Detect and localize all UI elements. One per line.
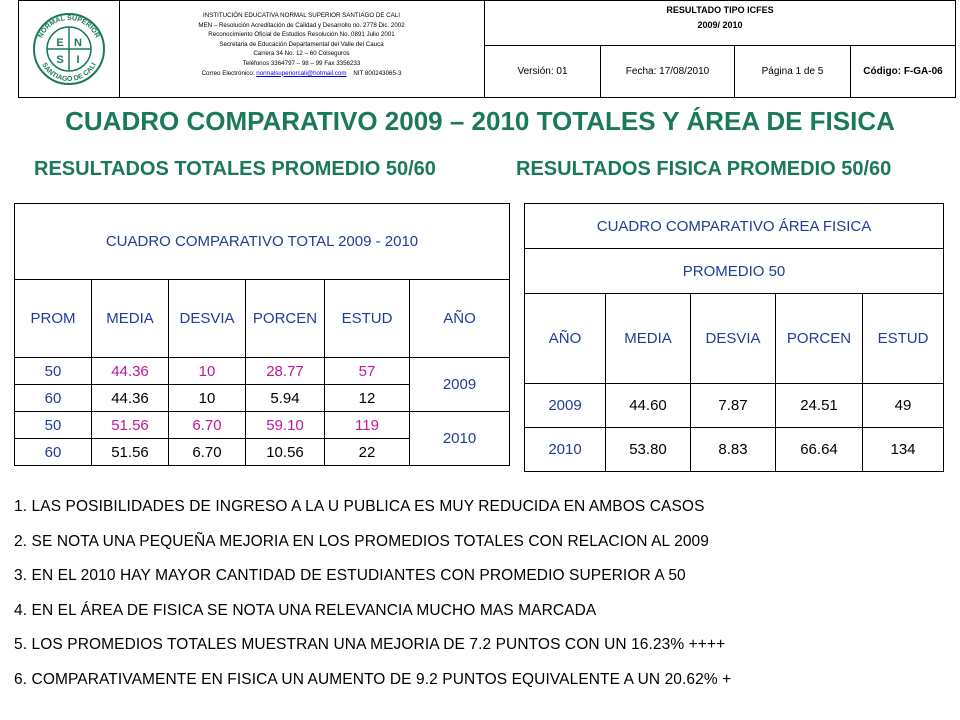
email-line: [119, 69, 484, 79]
column-header: AÑO: [525, 294, 606, 384]
totals-comparison-table: [14, 203, 510, 466]
column-header: AÑO: [410, 280, 510, 358]
institution-info: [119, 1, 485, 97]
logo-letter-1: E: [56, 37, 64, 49]
table-row: [525, 428, 944, 472]
column-header: ESTUD: [863, 294, 944, 384]
cell-estud: 12: [325, 385, 410, 412]
column-header: PROM: [15, 280, 92, 358]
result-title-cell: [485, 1, 955, 46]
table-caption: CUADRO COMPARATIVO TOTAL 2009 - 2010: [15, 204, 510, 280]
cell-desvia: 8.83: [691, 428, 776, 472]
date-cell: Fecha: 17/08/2010: [601, 45, 735, 97]
cell-desvia: 10: [169, 385, 246, 412]
cell-year: 2010: [410, 412, 510, 466]
table-row: [525, 384, 944, 428]
table-row: [15, 412, 510, 439]
cell-desvia: 6.70: [169, 412, 246, 439]
cell-porcen: 10.56: [246, 439, 325, 466]
email-link[interactable]: normalsuperiorcali@hotmail.com: [256, 69, 347, 77]
cell-prom: 60: [15, 385, 92, 412]
column-header: ESTUD: [325, 280, 410, 358]
cell-prom: 50: [15, 358, 92, 385]
logo-letter-3: S: [56, 54, 64, 66]
conclusion-item: 1. LAS POSIBILIDADES DE INGRESO A LA U PUBLICA ES MUY REDUCIDA EN AMBOS CASOS: [14, 498, 705, 515]
cell-estud: 119: [325, 412, 410, 439]
column-header: MEDIA: [606, 294, 691, 384]
cell-desvia: 10: [169, 358, 246, 385]
cell-anio: 2009: [525, 384, 606, 428]
cell-estud: 22: [325, 439, 410, 466]
cell-porcen: 28.77: [246, 358, 325, 385]
cell-media: 44.60: [606, 384, 691, 428]
logo-letter-4: I: [76, 54, 80, 66]
institution-line: Teléfonos 3364797 – 98 – 99 Fax 3356233: [242, 59, 361, 67]
cell-estud: 57: [325, 358, 410, 385]
subtitle-totals: RESULTADOS TOTALES PROMEDIO 50/60: [34, 158, 436, 180]
column-header: PORCEN: [776, 294, 863, 384]
cell-desvia: 6.70: [169, 439, 246, 466]
cell-media: 53.80: [606, 428, 691, 472]
conclusion-item: 6. COMPARATIVAMENTE EN FISICA UN AUMENTO DE 9.2 PUNTOS EQUIVALENTE A UN 20.62% +: [14, 670, 732, 688]
table-subcaption: PROMEDIO 50: [525, 249, 944, 294]
table-row: [15, 358, 510, 385]
logo-text-top: NORMAL SUPERIOR: [37, 14, 101, 40]
cell-media: 51.56: [92, 439, 169, 466]
result-title: RESULTADO TIPO ICFES: [666, 5, 774, 15]
institution-line: Carrera 34 No. 12 – 60 Colseguros: [253, 50, 350, 58]
institution-line: INSTITUCIÓN EDUCATIVA NORMAL SUPERIOR SANTIAGO DE CALI: [203, 12, 400, 19]
cell-media: 51.56: [92, 412, 169, 439]
cell-estud: 49: [863, 384, 944, 428]
column-header: DESVIA: [169, 280, 246, 358]
cell-year: 2009: [410, 358, 510, 412]
institution-line: MEN – Resolución Acreditación de Calidad y Desarrollo no. 2778 Dic. 2002: [198, 21, 405, 29]
conclusion-item: 4. EN EL ÁREA DE FISICA SE NOTA UNA RELEVANCIA MUCHO MAS MARCADA: [14, 601, 597, 619]
conclusion-item: 2. SE NOTA UNA PEQUEÑA MEJORIA EN LOS PROMEDIOS TOTALES CON RELACION AL 2009: [14, 532, 709, 550]
column-header: DESVIA: [691, 294, 776, 384]
column-header: PORCEN: [246, 280, 325, 358]
cell-porcen: 24.51: [776, 384, 863, 428]
column-header: MEDIA: [92, 280, 169, 358]
cell-prom: 60: [15, 439, 92, 466]
version-cell: Versión: 01: [485, 45, 601, 97]
logo-cell: [19, 1, 120, 97]
logo-letter-2: N: [74, 37, 82, 49]
table-caption: CUADRO COMPARATIVO ÁREA FISICA: [525, 204, 944, 249]
cell-desvia: 7.87: [691, 384, 776, 428]
cell-prom: 50: [15, 412, 92, 439]
institution-line: Secretaria de Educación Departamental del Valle del Cauca: [219, 40, 384, 48]
cell-media: 44.36: [92, 358, 169, 385]
cell-porcen: 66.64: [776, 428, 863, 472]
nit-text: NIT 800243065-3: [353, 69, 402, 77]
result-years: 2009/ 2010: [697, 20, 743, 30]
code-cell: Código: F-GA-06: [863, 65, 943, 77]
subtitle-physics: RESULTADOS FISICA PROMEDIO 50/60: [516, 158, 892, 180]
cell-media: 44.36: [92, 385, 169, 412]
cell-estud: 134: [863, 428, 944, 472]
cell-porcen: 59.10: [246, 412, 325, 439]
email-label: Correo Electrónico:: [201, 69, 255, 77]
page-title: CUADRO COMPARATIVO 2009 – 2010 TOTALES Y ÁREA DE FISICA: [65, 106, 895, 136]
conclusion-item: 5. LOS PROMEDIOS TOTALES MUESTRAN UNA MEJORIA DE 7.2 PUNTOS CON UN 16.23% ++++: [14, 636, 726, 653]
conclusion-item: 3. EN EL 2010 HAY MAYOR CANTIDAD DE ESTUDIANTES CON PROMEDIO SUPERIOR A 50: [14, 567, 686, 584]
conclusions-list: [14, 490, 954, 697]
institution-logo: [19, 1, 119, 97]
cell-porcen: 5.94: [246, 385, 325, 412]
document-header: [18, 0, 956, 98]
logo-text-bottom: SANTIAGO DE CALI: [40, 61, 98, 84]
cell-anio: 2010: [525, 428, 606, 472]
page-cell: Página 1 de 5: [735, 45, 851, 97]
physics-comparison-table: [524, 203, 944, 472]
institution-line: Reconocimiento Oficial de Estudios Resolución No. 0891 Julio 2001: [208, 31, 395, 39]
